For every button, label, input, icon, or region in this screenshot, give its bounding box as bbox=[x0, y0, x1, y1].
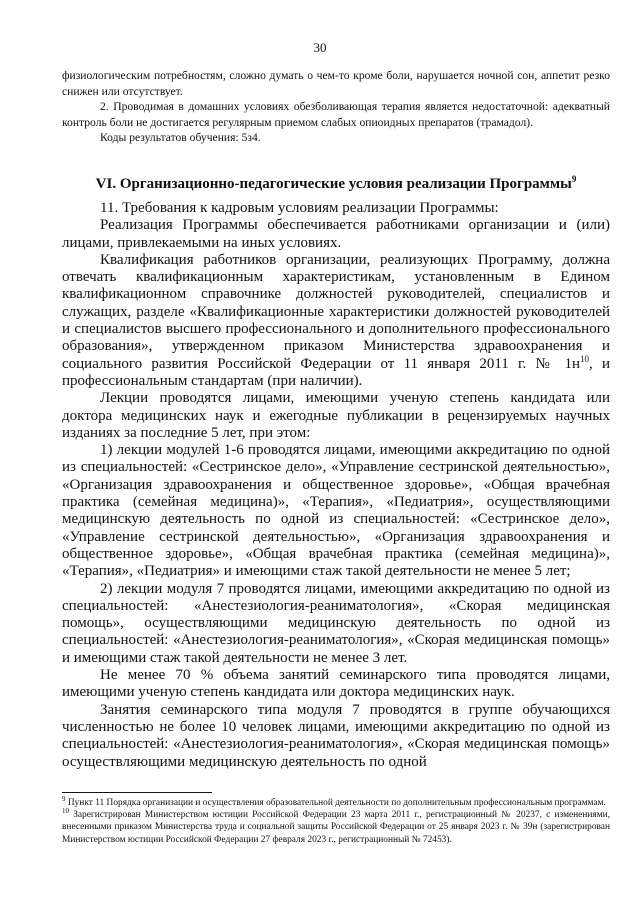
qualification-text-end: , и профессиональным стандартам (при наличии). bbox=[62, 355, 611, 389]
footnote-text: Зарегистрирован Министерством юстиции Российской Федерации 23 марта 2011 г., регистрационный № 20237, с изменениями, внесенными приказом Министерства труда и социальной защиты Российской Федерации от 25 января 2023 г. № 39н (зарегистрирован Министерством юстиции Российской Федерации 27 февраля 2023 г., регистрационный № 72453). bbox=[62, 810, 610, 845]
footnote-mark: 10 bbox=[62, 807, 69, 816]
paragraph-modules-1-6: 1) лекции модулей 1-6 проводятся лицами, имеющими аккредитацию по одной из специальностей: «Сестринское дело», «Управление сестринской деятельностью», «Организация здравоохранения и общественное здоровье», «Общая врачебная практика (семейная медицина)», «Терапия», «Педиатрия», осуществляющими медицинскую деятельность по одной из специальностей: «Сестринское дело», «Управление сестринской деятельностью», «Организация здравоохранения и общественное здоровье», «Общая врачебная практика (семейная медицина)», «Терапия», «Педиатрия» и имеющими стаж такой деятельности не менее 5 лет; bbox=[62, 442, 610, 580]
section-heading bbox=[62, 174, 610, 194]
footnote-9 bbox=[62, 794, 610, 809]
footnote-10 bbox=[62, 809, 610, 846]
paragraph-seminar-share: Не менее 70 % объема занятий семинарского типа проводятся лицами, имеющими ученую степень кандидата или доктора медицинских наук. bbox=[62, 667, 610, 701]
main-text-block bbox=[62, 200, 610, 771]
paragraph-result-codes: Коды результатов обучения: 5з4. bbox=[100, 131, 261, 144]
footnote-text: Пункт 11 Порядка организации и осуществления образовательной деятельности по дополнительным профессиональным программам. bbox=[65, 798, 606, 808]
paragraph-implementation: Реализация Программы обеспечивается работниками организации и (или) лицами, привлекаемыми на иных условиях. bbox=[62, 217, 610, 251]
top-text-block bbox=[62, 68, 610, 146]
paragraph-therapy: 2. Проводимая в домашних условиях обезболивающая терапия является недостаточной: адекватный контроль боли не достигается регулярным приемом слабых опиоидных препаратов (трамадол). bbox=[62, 100, 610, 129]
page-number: 30 bbox=[313, 40, 327, 55]
footnote-ref-10: 10 bbox=[580, 353, 589, 364]
paragraph-module-7: 2) лекции модуля 7 проводятся лицами, имеющими аккредитацию по одной из специальностей: «Анестезиология-реаниматология», «Скорая медицинская помощь», осуществляющими медицинскую деятельность по одной из специальностей: «Анестезиология-реаниматология», «Скорая медицинская помощь» и имеющими стаж такой деятельности не менее 3 лет. bbox=[62, 580, 610, 666]
paragraph-lectures: Лекции проводятся лицами, имеющими ученую степень кандидата или доктора медицинских наук и ежегодные публикации в рецензируемых научных изданиях за последние 5 лет, при этом: bbox=[62, 390, 610, 441]
paragraph-qualification bbox=[62, 252, 610, 390]
paragraph-seminar-module-7: Занятия семинарского типа модуля 7 проводятся в группе обучающихся численностью не более 10 человек лицами, имеющими аккредитацию по одной из специальностей: «Анестезиология-реаниматология», «Скорая медицинская помощь» осуществляющими медицинскую деятельность по одной bbox=[62, 701, 610, 770]
footnote-divider bbox=[62, 792, 212, 793]
footnote-mark: 9 bbox=[62, 794, 66, 803]
paragraph-continuation: физиологическим потребностям, сложно думать о чем-то кроме боли, нарушается ночной сон, аппетит резко снижен или отсутствует. bbox=[62, 69, 610, 98]
paragraph-requirements: 11. Требования к кадровым условиям реализации Программы: bbox=[100, 200, 499, 216]
section-heading-text: VI. Организационно-педагогические условия реализации Программы bbox=[95, 176, 572, 192]
footnote-ref-9: 9 bbox=[571, 174, 577, 184]
footnotes bbox=[62, 794, 610, 846]
qualification-text: Квалификация работников организации, реализующих Программу, должна отвечать квалификационным характеристикам, установленным в Едином квалификационном справочнике должностей руководителей, специалистов и служащих, разделе «Квалификационные характеристики должностей руководителей и специалистов высшего профессионального и дополнительного профессионального образования», утвержденном приказом Министерства здравоохранения и социального развития Российской Федерации от 11 января 2011 г. № 1н bbox=[62, 251, 610, 372]
